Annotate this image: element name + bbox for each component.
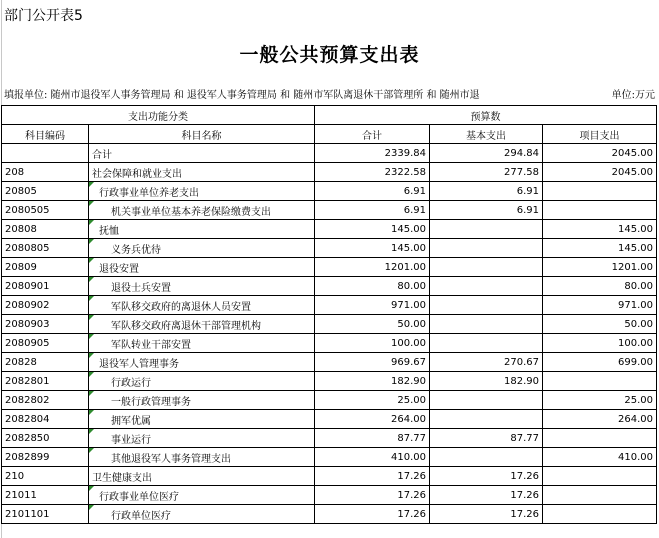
comment-marker-icon	[89, 505, 94, 510]
code-cell[interactable]: 2080901	[2, 277, 89, 296]
basic-cell[interactable]: 17.26	[430, 486, 543, 505]
comment-marker-icon	[89, 486, 94, 491]
header-basic: 基本支出	[430, 125, 543, 144]
project-cell[interactable]: 50.00	[543, 315, 657, 334]
code-cell[interactable]: 210	[2, 467, 89, 486]
table-row	[2, 277, 657, 296]
name-cell[interactable]	[89, 163, 315, 182]
table-row	[2, 201, 657, 220]
basic-cell[interactable]: 6.91	[430, 201, 543, 220]
total-cell[interactable]: 50.00	[315, 315, 430, 334]
row-name-text: 机关事业单位基本养老保险缴费支出	[111, 206, 271, 218]
comment-marker-icon	[89, 258, 94, 263]
total-cell[interactable]: 145.00	[315, 239, 430, 258]
code-cell[interactable]: 21011	[2, 486, 89, 505]
project-cell[interactable]: 264.00	[543, 410, 657, 429]
project-cell[interactable]	[543, 505, 657, 524]
comment-marker-icon	[89, 391, 94, 396]
row-name-text: 拥军优属	[111, 415, 151, 427]
code-cell[interactable]: 2082804	[2, 410, 89, 429]
basic-cell[interactable]	[430, 296, 543, 315]
table-row	[2, 448, 657, 467]
total-cell[interactable]: 145.00	[315, 220, 430, 239]
unit-label: 单位:万元	[611, 90, 655, 101]
project-cell[interactable]: 2045.00	[543, 144, 657, 163]
total-cell[interactable]: 17.26	[315, 505, 430, 524]
project-cell[interactable]	[543, 372, 657, 391]
name-cell[interactable]	[89, 353, 315, 372]
header-code: 科目编码	[2, 125, 89, 144]
basic-cell[interactable]	[430, 239, 543, 258]
comment-marker-icon	[89, 429, 94, 434]
basic-cell[interactable]	[430, 277, 543, 296]
project-cell[interactable]	[543, 486, 657, 505]
code-cell[interactable]: 2082850	[2, 429, 89, 448]
row-name-text: 社会保障和就业支出	[92, 168, 182, 180]
code-cell[interactable]: 2080505	[2, 201, 89, 220]
basic-cell[interactable]: 277.58	[430, 163, 543, 182]
table-row	[2, 410, 657, 429]
project-cell[interactable]: 1201.00	[543, 258, 657, 277]
total-cell[interactable]: 969.67	[315, 353, 430, 372]
total-cell[interactable]: 6.91	[315, 201, 430, 220]
project-cell[interactable]	[543, 467, 657, 486]
comment-marker-icon	[89, 410, 94, 415]
project-cell[interactable]: 971.00	[543, 296, 657, 315]
comment-marker-icon	[89, 201, 94, 206]
table-row	[2, 334, 657, 353]
header-function-class: 支出功能分类	[2, 106, 315, 125]
project-cell[interactable]: 410.00	[543, 448, 657, 467]
budget-table	[1, 105, 657, 524]
table-row	[2, 163, 657, 182]
table-row	[2, 353, 657, 372]
code-cell[interactable]: 2080903	[2, 315, 89, 334]
row-name-text: 义务兵优待	[111, 244, 161, 256]
row-name-text: 抚恤	[99, 225, 119, 237]
table-row	[2, 391, 657, 410]
row-name-text: 一般行政管理事务	[111, 396, 191, 408]
basic-cell[interactable]	[430, 315, 543, 334]
comment-marker-icon	[89, 182, 94, 187]
name-cell[interactable]	[89, 220, 315, 239]
code-cell[interactable]: 20828	[2, 353, 89, 372]
code-cell[interactable]: 2080805	[2, 239, 89, 258]
comment-marker-icon	[89, 353, 94, 358]
total-cell[interactable]: 17.26	[315, 486, 430, 505]
row-name-text: 其他退役军人事务管理支出	[111, 453, 231, 465]
table-row	[2, 258, 657, 277]
total-cell[interactable]: 2339.84	[315, 144, 430, 163]
row-name-text: 事业运行	[111, 434, 151, 446]
row-name-text: 行政运行	[111, 377, 151, 389]
total-cell[interactable]: 410.00	[315, 448, 430, 467]
comment-marker-icon	[89, 372, 94, 377]
page-title: 一般公共预算支出表	[239, 44, 420, 66]
total-cell[interactable]: 17.26	[315, 467, 430, 486]
header-row-group	[2, 106, 657, 125]
code-cell[interactable]: 20808	[2, 220, 89, 239]
table-row	[2, 182, 657, 201]
basic-cell[interactable]: 294.84	[430, 144, 543, 163]
total-cell[interactable]: 6.91	[315, 182, 430, 201]
row-name-text: 卫生健康支出	[92, 472, 152, 484]
total-cell[interactable]: 182.90	[315, 372, 430, 391]
basic-cell[interactable]	[430, 410, 543, 429]
total-cell[interactable]: 264.00	[315, 410, 430, 429]
header-name: 科目名称	[89, 125, 315, 144]
name-cell[interactable]	[89, 296, 315, 315]
table-row	[2, 505, 657, 524]
name-cell[interactable]	[89, 467, 315, 486]
row-name-text: 军队移交政府离退休干部管理机构	[111, 320, 261, 332]
name-cell[interactable]	[89, 391, 315, 410]
comment-marker-icon	[89, 334, 94, 339]
code-cell[interactable]: 20805	[2, 182, 89, 201]
row-name-text: 退役安置	[99, 263, 139, 275]
code-cell[interactable]: 2082801	[2, 372, 89, 391]
code-cell[interactable]: 2080902	[2, 296, 89, 315]
name-cell[interactable]	[89, 429, 315, 448]
row-name-text: 军队转业干部安置	[111, 339, 191, 351]
total-cell[interactable]: 2322.58	[315, 163, 430, 182]
total-cell[interactable]: 1201.00	[315, 258, 430, 277]
name-cell[interactable]	[89, 201, 315, 220]
table-row	[2, 296, 657, 315]
basic-cell[interactable]: 17.26	[430, 505, 543, 524]
comment-marker-icon	[89, 315, 94, 320]
code-cell[interactable]: 208	[2, 163, 89, 182]
row-name-text: 退役士兵安置	[111, 282, 171, 294]
name-cell[interactable]	[89, 277, 315, 296]
table-row	[2, 144, 657, 163]
header-total: 合计	[315, 125, 430, 144]
header-budget: 预算数	[315, 106, 657, 125]
basic-cell[interactable]	[430, 391, 543, 410]
project-cell[interactable]: 25.00	[543, 391, 657, 410]
table-row	[2, 486, 657, 505]
total-cell[interactable]: 80.00	[315, 277, 430, 296]
name-cell[interactable]	[89, 334, 315, 353]
project-cell[interactable]	[543, 201, 657, 220]
table-row	[2, 239, 657, 258]
basic-cell[interactable]	[430, 334, 543, 353]
project-cell[interactable]: 145.00	[543, 220, 657, 239]
header-row-columns	[2, 125, 657, 144]
code-cell[interactable]: 2082899	[2, 448, 89, 467]
table-row	[2, 429, 657, 448]
table-row	[2, 372, 657, 391]
total-cell[interactable]: 25.00	[315, 391, 430, 410]
row-name-text: 行政事业单位养老支出	[99, 187, 199, 199]
name-cell[interactable]	[89, 258, 315, 277]
project-cell[interactable]: 699.00	[543, 353, 657, 372]
basic-cell[interactable]	[430, 258, 543, 277]
name-cell[interactable]	[89, 410, 315, 429]
comment-marker-icon	[89, 448, 94, 453]
name-cell[interactable]	[89, 315, 315, 334]
code-cell[interactable]: 2082802	[2, 391, 89, 410]
project-cell[interactable]: 100.00	[543, 334, 657, 353]
project-cell[interactable]	[543, 182, 657, 201]
total-cell[interactable]: 100.00	[315, 334, 430, 353]
project-cell[interactable]	[543, 429, 657, 448]
name-cell[interactable]	[89, 182, 315, 201]
basic-cell[interactable]	[430, 448, 543, 467]
table-row	[2, 315, 657, 334]
row-name-text: 行政单位医疗	[111, 510, 171, 522]
header-project: 项目支出	[543, 125, 657, 144]
basic-cell[interactable]: 17.26	[430, 467, 543, 486]
row-name-text: 退役军人管理事务	[99, 358, 179, 370]
code-cell[interactable]	[2, 144, 89, 163]
name-cell[interactable]	[89, 505, 315, 524]
name-cell[interactable]	[89, 144, 315, 163]
sheet-tab-label: 部门公开表5	[4, 8, 83, 24]
name-cell[interactable]	[89, 448, 315, 467]
basic-cell[interactable]: 6.91	[430, 182, 543, 201]
project-cell[interactable]: 2045.00	[543, 163, 657, 182]
comment-marker-icon	[89, 277, 94, 282]
project-cell[interactable]: 80.00	[543, 277, 657, 296]
name-cell[interactable]	[89, 372, 315, 391]
table-row	[2, 220, 657, 239]
code-cell[interactable]: 2101101	[2, 505, 89, 524]
row-name-text: 行政事业单位医疗	[99, 491, 179, 503]
project-cell[interactable]: 145.00	[543, 239, 657, 258]
table-row	[2, 467, 657, 486]
basic-cell[interactable]: 270.67	[430, 353, 543, 372]
basic-cell[interactable]: 87.77	[430, 429, 543, 448]
row-name-text: 军队移交政府的离退休人员安置	[111, 301, 251, 313]
code-cell[interactable]: 20809	[2, 258, 89, 277]
code-cell[interactable]: 2080905	[2, 334, 89, 353]
name-cell[interactable]	[89, 486, 315, 505]
name-cell[interactable]	[89, 239, 315, 258]
comment-marker-icon	[89, 239, 94, 244]
basic-cell[interactable]: 182.90	[430, 372, 543, 391]
basic-cell[interactable]	[430, 220, 543, 239]
comment-marker-icon	[89, 220, 94, 225]
row-name-text: 合计	[92, 149, 112, 161]
total-cell[interactable]: 87.77	[315, 429, 430, 448]
reporting-unit: 填报单位: 随州市退役军人事务管理局 和 退役军人事务管理局 和 随州市军队离退休干部管理所 和 随州市退	[4, 90, 480, 101]
comment-marker-icon	[89, 296, 94, 301]
total-cell[interactable]: 971.00	[315, 296, 430, 315]
